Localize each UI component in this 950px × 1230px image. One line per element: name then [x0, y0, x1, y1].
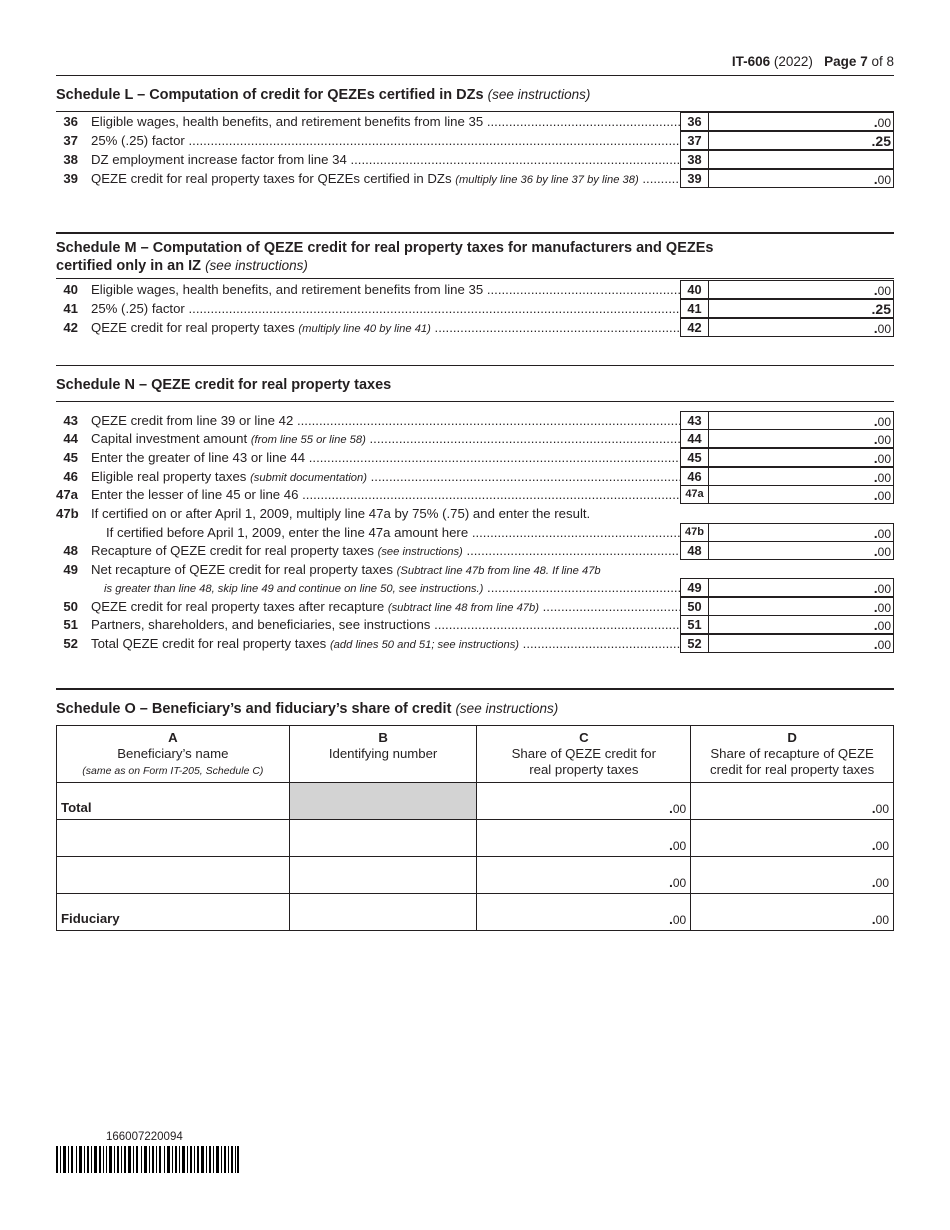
column-d-header: D Share of recapture of QEZE credit for real property taxes: [691, 726, 894, 783]
line-44-amount[interactable]: .00: [708, 429, 894, 448]
line-50-amount[interactable]: .00: [708, 597, 894, 616]
line-39-amount[interactable]: .00: [708, 169, 894, 188]
line-40: 40 Eligible wages, health benefits, and retirement benefits from line 35 ..... 40 .00: [56, 280, 894, 299]
line-51-amount[interactable]: .00: [708, 615, 894, 634]
schedule-m-rule: [56, 278, 894, 279]
barcode-number: 166007220094: [106, 1131, 183, 1143]
line-43: 43 QEZE credit from line 39 or line 42 ..... 43 .00: [56, 411, 894, 430]
column-c-header: C Share of QEZE credit for real property taxes: [477, 726, 691, 783]
schedule-n-title: Schedule N – QEZE credit for real property taxes: [56, 377, 392, 393]
schedule-n-rule: [56, 401, 894, 402]
share-credit-cell[interactable]: .00: [477, 857, 691, 894]
line-49-amount[interactable]: .00: [708, 578, 894, 597]
schedule-m-title: Schedule M – Computation of QEZE credit for real property taxes for manufacturers and QEZEs certified only in an IZ (see instructions): [56, 240, 714, 274]
line-52: 52 Total QEZE credit for real property taxes (add lines 50 and 51; see instructions) ..... 52 .00: [56, 634, 894, 653]
page-header: [732, 54, 894, 69]
form-number: IT-606: [731, 54, 771, 69]
row-label-total: Total: [57, 783, 290, 820]
barcode-icon: [56, 1146, 240, 1173]
line-48-amount[interactable]: .00: [708, 541, 894, 560]
schedule-l-title: Schedule L – Computation of credit for QEZEs certified in DZs (see instructions): [56, 87, 591, 103]
table-row: [57, 820, 894, 857]
share-recapture-cell[interactable]: .00: [691, 894, 894, 931]
identifying-number-cell[interactable]: [289, 820, 477, 857]
line-37-amount: .25: [708, 131, 894, 150]
share-recapture-cell[interactable]: .00: [691, 857, 894, 894]
line-48: 48 Recapture of QEZE credit for real property taxes (see instructions) ..... 48 .00: [56, 541, 894, 560]
line-47a-amount[interactable]: .00: [708, 485, 894, 504]
share-credit-cell[interactable]: .00: [477, 783, 691, 820]
beneficiary-name-cell[interactable]: [57, 820, 290, 857]
form-year: (2022): [773, 54, 813, 69]
line-45-amount[interactable]: .00: [708, 448, 894, 467]
table-row: [57, 857, 894, 894]
line-42-amount[interactable]: .00: [708, 318, 894, 337]
line-36: 36 Eligible wages, health benefits, and retirement benefits from line 35 ..... 36 .00: [56, 112, 894, 131]
schedule-n-rule-top: [56, 365, 894, 366]
page-label: Page 7: [824, 54, 868, 69]
line-41-amount: .25: [708, 299, 894, 318]
page-of: of 8: [871, 54, 894, 69]
line-45: 45 Enter the greater of line 43 or line 44 ..... 45 .00: [56, 448, 894, 467]
identifying-number-cell: [289, 783, 477, 820]
line-40-amount[interactable]: .00: [708, 280, 894, 299]
line-42: 42 QEZE credit for real property taxes (multiply line 40 by line 41) ..... 42 .00: [56, 318, 894, 337]
table-row: [57, 783, 894, 820]
line-38-amount[interactable]: [708, 150, 894, 169]
identifying-number-cell[interactable]: [289, 857, 477, 894]
line-49-text: 49 Net recapture of QEZE credit for real property taxes (Subtract line 47b from line 48. If line 47b: [63, 562, 601, 577]
identifying-number-cell[interactable]: [289, 894, 477, 931]
line-43-amount[interactable]: .00: [708, 411, 894, 430]
line-44: 44 Capital investment amount (from line 55 or line 58) ..... 44 .00: [56, 429, 894, 448]
share-credit-cell[interactable]: .00: [477, 894, 691, 931]
line-52-amount[interactable]: .00: [708, 634, 894, 653]
line-47b-amount[interactable]: .00: [708, 523, 894, 542]
share-recapture-cell[interactable]: .00: [691, 820, 894, 857]
table-row: [57, 894, 894, 931]
schedule-o-table: [56, 725, 894, 931]
schedule-o-title: Schedule O – Beneficiary’s and fiduciary’s share of credit (see instructions): [56, 701, 559, 717]
beneficiary-name-cell[interactable]: [57, 857, 290, 894]
line-46-amount[interactable]: .00: [708, 467, 894, 486]
line-49: is greater than line 48, skip line 49 and continue on line 50, see instructions.) ..... 49 .00: [56, 578, 894, 597]
line-47a: 47a Enter the lesser of line 45 or line 46 ..... 47a .00: [56, 485, 894, 504]
line-46: 46 Eligible real property taxes (submit documentation) ..... 46 .00: [56, 467, 894, 486]
line-50: 50 QEZE credit for real property taxes after recapture (subtract line 48 from line 47b) ..... 50 .00: [56, 597, 894, 616]
line-37: 37 25% (.25) factor ..... 37 .25: [56, 131, 894, 150]
line-39: 39 QEZE credit for real property taxes for QEZEs certified in DZs (multiply line 36 by line 37 by line 38) ..... 39 .00: [56, 169, 894, 188]
line-47b-text: 47b If certified on or after April 1, 2009, multiply line 47a by 75% (.75) and enter the result.: [56, 506, 591, 521]
line-38: 38 DZ employment increase factor from line 34 ..... 38: [56, 150, 894, 169]
share-recapture-cell[interactable]: .00: [691, 783, 894, 820]
column-a-header: A Beneficiary’s name (same as on Form IT-205, Schedule C): [57, 726, 290, 783]
line-51: 51 Partners, shareholders, and beneficiaries, see instructions ..... 51 .00: [56, 615, 894, 634]
schedule-o-rule-top: [56, 688, 894, 690]
line-47b: If certified before April 1, 2009, enter the line 47a amount here ..... 47b .00: [56, 523, 894, 542]
line-41: 41 25% (.25) factor ..... 41 .25: [56, 299, 894, 318]
row-label-fiduciary: Fiduciary: [57, 894, 290, 931]
column-b-header: B Identifying number: [289, 726, 477, 783]
header-rule: [56, 75, 894, 76]
schedule-m-rule-top: [56, 232, 894, 234]
share-credit-cell[interactable]: .00: [477, 820, 691, 857]
line-36-amount[interactable]: .00: [708, 112, 894, 131]
schedule-o-header-row: [57, 726, 894, 783]
